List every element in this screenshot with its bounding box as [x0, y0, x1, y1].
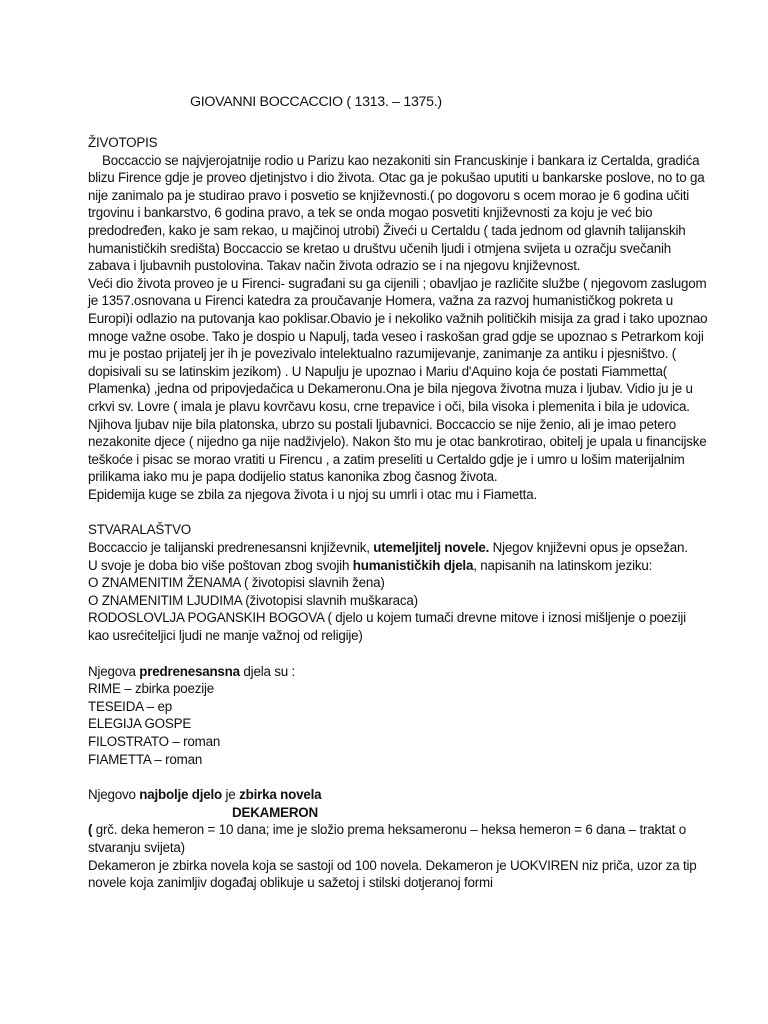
- text-run: Njegov književni opus je opsežan.: [489, 540, 688, 556]
- text-run: Boccaccio je talijanski predrenesansni književnik,: [88, 540, 374, 556]
- spacer: [88, 768, 708, 786]
- spacer: [88, 112, 708, 134]
- section-heading-stvaralastvo: STVARALAŠTVO: [88, 522, 192, 538]
- text-run: djela su :: [239, 663, 296, 679]
- dekameron-description: Dekameron je zbirka novela koja se sastoji od 100 novela. Dekameron je UOKVIREN niz priča, uzor za tip novele koja zanimljiv događaj oblikuje u sažetoj i stilski dotjeranoj formi: [88, 857, 697, 891]
- text-run: grč. deka hemeron = 10 dana; ime je složio prema heksameronu – heksa hemeron = 6 dana – traktat o stvaranju svijeta): [88, 822, 687, 855]
- stvaralastvo-humanist-line: [88, 557, 708, 575]
- section-heading-zivotopis: ŽIVOTOPIS: [88, 135, 158, 150]
- zivotopis-paragraph-3: Epidemija kuge se zbila za njegova života i u njoj su umrli i otac mu i Fiametta.: [88, 486, 537, 502]
- bold-run: humanističkih djela: [352, 557, 474, 573]
- pre-work-item: FIAMETTA – roman: [88, 751, 203, 767]
- stvaralastvo-intro-line: [88, 539, 708, 557]
- spacer: [88, 645, 708, 663]
- pre-work-item: TESEIDA – ep: [88, 698, 172, 714]
- dekameron-etymology: [88, 821, 708, 856]
- text-run: U svoje je doba bio više poštovan zbog svojih: [88, 557, 353, 573]
- bold-run: zbirka novela: [239, 787, 322, 803]
- latin-work-item: O ZNAMENITIM LJUDIMA (životopisi slavnih muškaraca): [88, 592, 418, 608]
- document-content: [88, 92, 708, 892]
- bold-run: (: [88, 822, 96, 838]
- text-run: Njegovo: [88, 787, 140, 803]
- zivotopis-paragraph-2: Veći dio života proveo je u Firenci- sugrađani su ga cijenili ; obavljao je različite službe ( njegovom zaslugom je 1357.osnovana u Firenci katedra za proučavanje Homera, važna za razvoj humanističkog pokreta u Europi)i odlazio na putovanja kao poklisar.Obavio je i nekoliko važnih političkih misija za grad i tako upoznao mnoge važne osobe. Tako je dospio u Napulj, tada veseo i raskošan grad gdje se upoznao s Petrarkom koji mu je postao prijatelj jer ih je povezivalo intelektualno razumijevanje, zanimanje za antiku i pjesništvo. ( dopisivali su se latinskim jezikom) . U Napulju je upoznao i Mariu d'Aquino koja će postati Fiammetta( Plamenka) ,jedna od pripovjedačica u Dekameronu.Ona je bila njegova životna muza i ljubav. Vidio ju je u crkvi sv. Lovre ( imala je plavu kovrčavu kosu, crne trepavice i oči, bila visoka i plemenita i bila je udovica. Njihova ljubav nije bila platonska, ubrzo su postali ljubavnici. Boccaccio se nije ženio, ali je imao petero nezakonite djece ( nijedno ga nije nadživjelo). Nakon što mu je otac bankrotirao, obitelj je upala u financijske teškoće i pisac se morao vratiti u Firencu , a zatim preseliti u Certaldo gdje je i umro u lošim materijalnim prilikama iako mu je papa dodijelio status kanonika zbog časnog života.: [88, 275, 708, 485]
- dekameron-heading: DEKAMERON: [232, 804, 318, 820]
- best-work-line: [88, 786, 708, 804]
- bold-run: predrenesansna: [139, 663, 240, 679]
- bold-run: utemeljitelj novele.: [373, 540, 490, 556]
- bold-run: najbolje djelo: [139, 787, 223, 803]
- latin-work-item: O ZNAMENITIM ŽENAMA ( životopisi slavnih žena): [88, 575, 385, 591]
- pre-work-item: RIME – zbirka poezije: [88, 681, 215, 697]
- text-run: je: [222, 787, 240, 803]
- page-title: GIOVANNI BOCCACCIO ( 1313. – 1375.): [190, 94, 442, 110]
- pre-work-item: ELEGIJA GOSPE: [88, 716, 192, 732]
- predrenesansna-line: [88, 663, 708, 681]
- latin-work-item: RODOSLOVLJA POGANSKIH BOGOVA ( djelo u kojem tumači drevne mitove i iznosi mišljenje o poeziji kao usrećiteljici ljudi ne manje važnoj od religije): [88, 610, 686, 644]
- zivotopis-paragraph-1: Boccaccio se najvjerojatnije rodio u Parizu kao nezakoniti sin Francuskinje i bankara iz Certalda, gradića blizu Firence gdje je proveo djetinjstvo i dio života. Otac ga je pokušao uputiti u bankarske poslove, no to ga nije zanimalo pa je studirao pravo i posvetio se književnosti.( po dogovoru s ocem morao je 6 godina učiti trgovinu i bankarstvo, 6 godina pravo, a tek se onda mogao posvetiti književnosti za koju je već bio predodređen, kako je sam rekao, u majčinoj utrobi) Živeći u Certaldu ( tada jednom od glavnih talijanskih humanističkih središta) Boccaccio se kretao u društvu učenih ljudi i otmjena svijeta u ozračju svečanih zabava i ljubavnih pustolovina. Takav način života odrazio se i na njegovu književnost.: [88, 152, 705, 274]
- spacer: [88, 503, 708, 521]
- pre-work-item: FILOSTRATO – roman: [88, 734, 221, 749]
- text-run: Njegova: [88, 663, 140, 679]
- text-run: , napisanih na latinskom jeziku:: [473, 557, 653, 573]
